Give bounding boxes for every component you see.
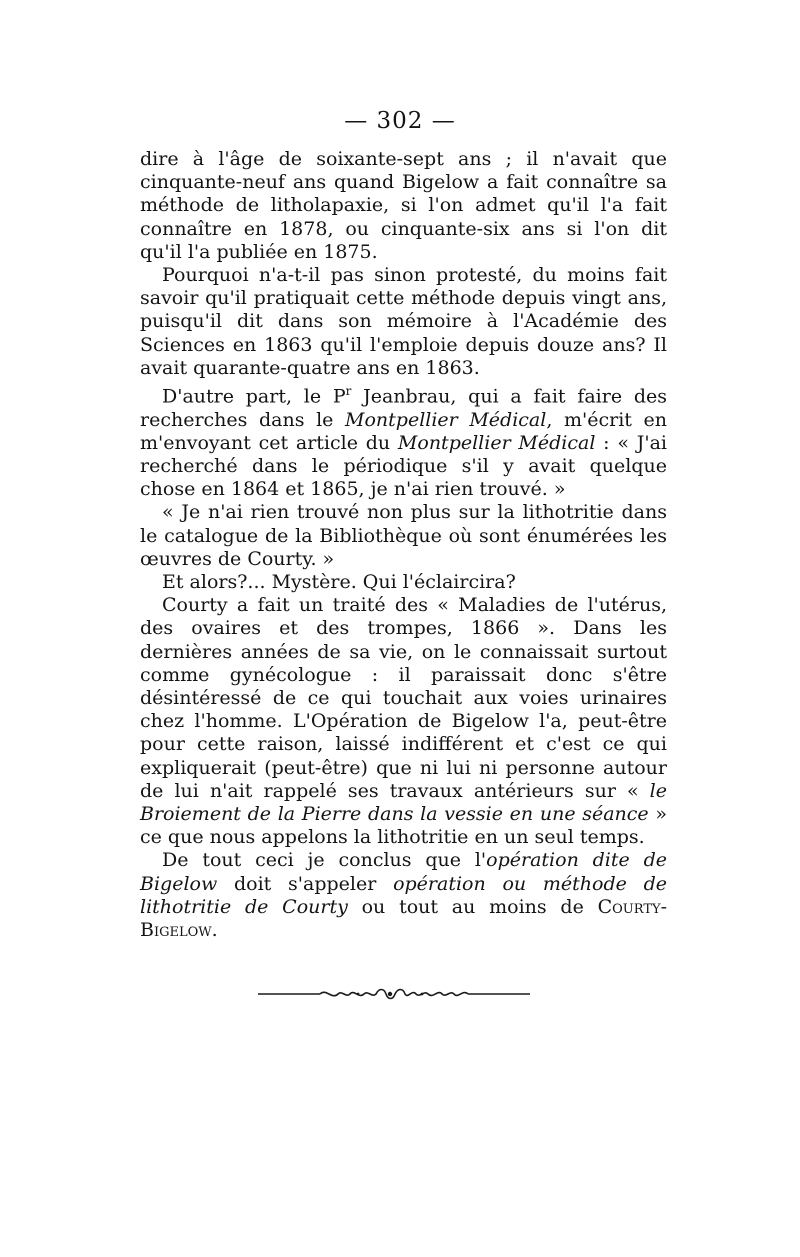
text-segment: Pourquoi n'a-t-il pas sinon protesté, du moins fait savoir qu'il pratiquait cette méthode depuis vingt ans, puisqu'il dit dans son mémoire à l'Académie des Sciences en 1863 qu'il l'emploie depuis douze ans? Il avait quarante-quatre ans en 1863. (140, 264, 667, 379)
text-segment: doit s'appeler (217, 872, 394, 895)
text-segment: dire à l'âge de soixante-sept ans ; il n'avait que cinquante-neuf ans quand Bigelow a fait connaître sa méthode de litholapaxie, si l'on admet qu'il l'a fait connaître en 1878, ou cinquante-six ans si l'on dit qu'il l'a publiée en 1875. (140, 148, 667, 263)
body-text (140, 148, 667, 942)
paragraph (140, 594, 667, 849)
paragraph (140, 849, 667, 942)
text-segment: « Je n'ai rien trouvé non plus sur la lithotritie dans le catalogue de la Bibliothèque où sont énumérées les œuvres de Courty. » (140, 501, 667, 570)
text-segment: » ce que nous appelons la lithotritie en un seul temps. (140, 803, 667, 849)
text-segment: ou tout au moins de (347, 895, 598, 918)
text-segment: De tout ceci je conclus que l' (162, 849, 487, 872)
italic-text: opération ou méthode de lithotritie de Courty (140, 872, 667, 918)
tailpiece-ornament-icon (258, 984, 530, 1004)
page-number: — 302 — (344, 108, 456, 134)
text-segment: , m'écrit en m'envoyant cet article du (140, 408, 667, 454)
text-segment: D'autre part, le P (162, 385, 346, 408)
italic-text: Montpellier Médical (397, 431, 596, 454)
paragraph (140, 380, 667, 501)
italic-text: Montpellier Médical (345, 408, 547, 431)
text-segment: : « J'ai recherché dans le périodique s'il y avait quelque chose en 1864 et 1865, je n'ai rien trouvé. » (140, 431, 667, 501)
paragraph (140, 148, 667, 264)
italic-text: le Broiement de la Pierre dans la vessie en une séance (140, 779, 667, 826)
text-segment: Courty a fait un traité des « Maladies de l'utérus, des ovaires et des trompes, 1866 ». Dans les dernières années de sa vie, on le connaissait surtout comme gynécologue : il paraissait donc s'être désintéressé de ce qui touchait aux voies urinaires chez l'homme. L'Opération de Bigelow l'a, peut-être pour cette raison, laissé indifférent et c'est ce qui expliquerait (peut-être) que ni lui ni personne autour de lui n'ait rappelé ses travaux antérieurs sur « (140, 594, 667, 802)
text-segment: Jeanbrau, qui a fait faire des recherches dans le (140, 385, 667, 431)
text-segment: . (211, 919, 218, 942)
superscript-text: r (345, 384, 352, 399)
paragraph (140, 571, 667, 594)
paragraph (140, 264, 667, 380)
smallcaps-text: Courty-Bigelow (140, 895, 667, 942)
paragraph (140, 501, 667, 571)
italic-text: opération dite de Bigelow (140, 849, 667, 895)
text-segment: Et alors?... Mystère. Qui l'éclaircira? (162, 570, 516, 593)
